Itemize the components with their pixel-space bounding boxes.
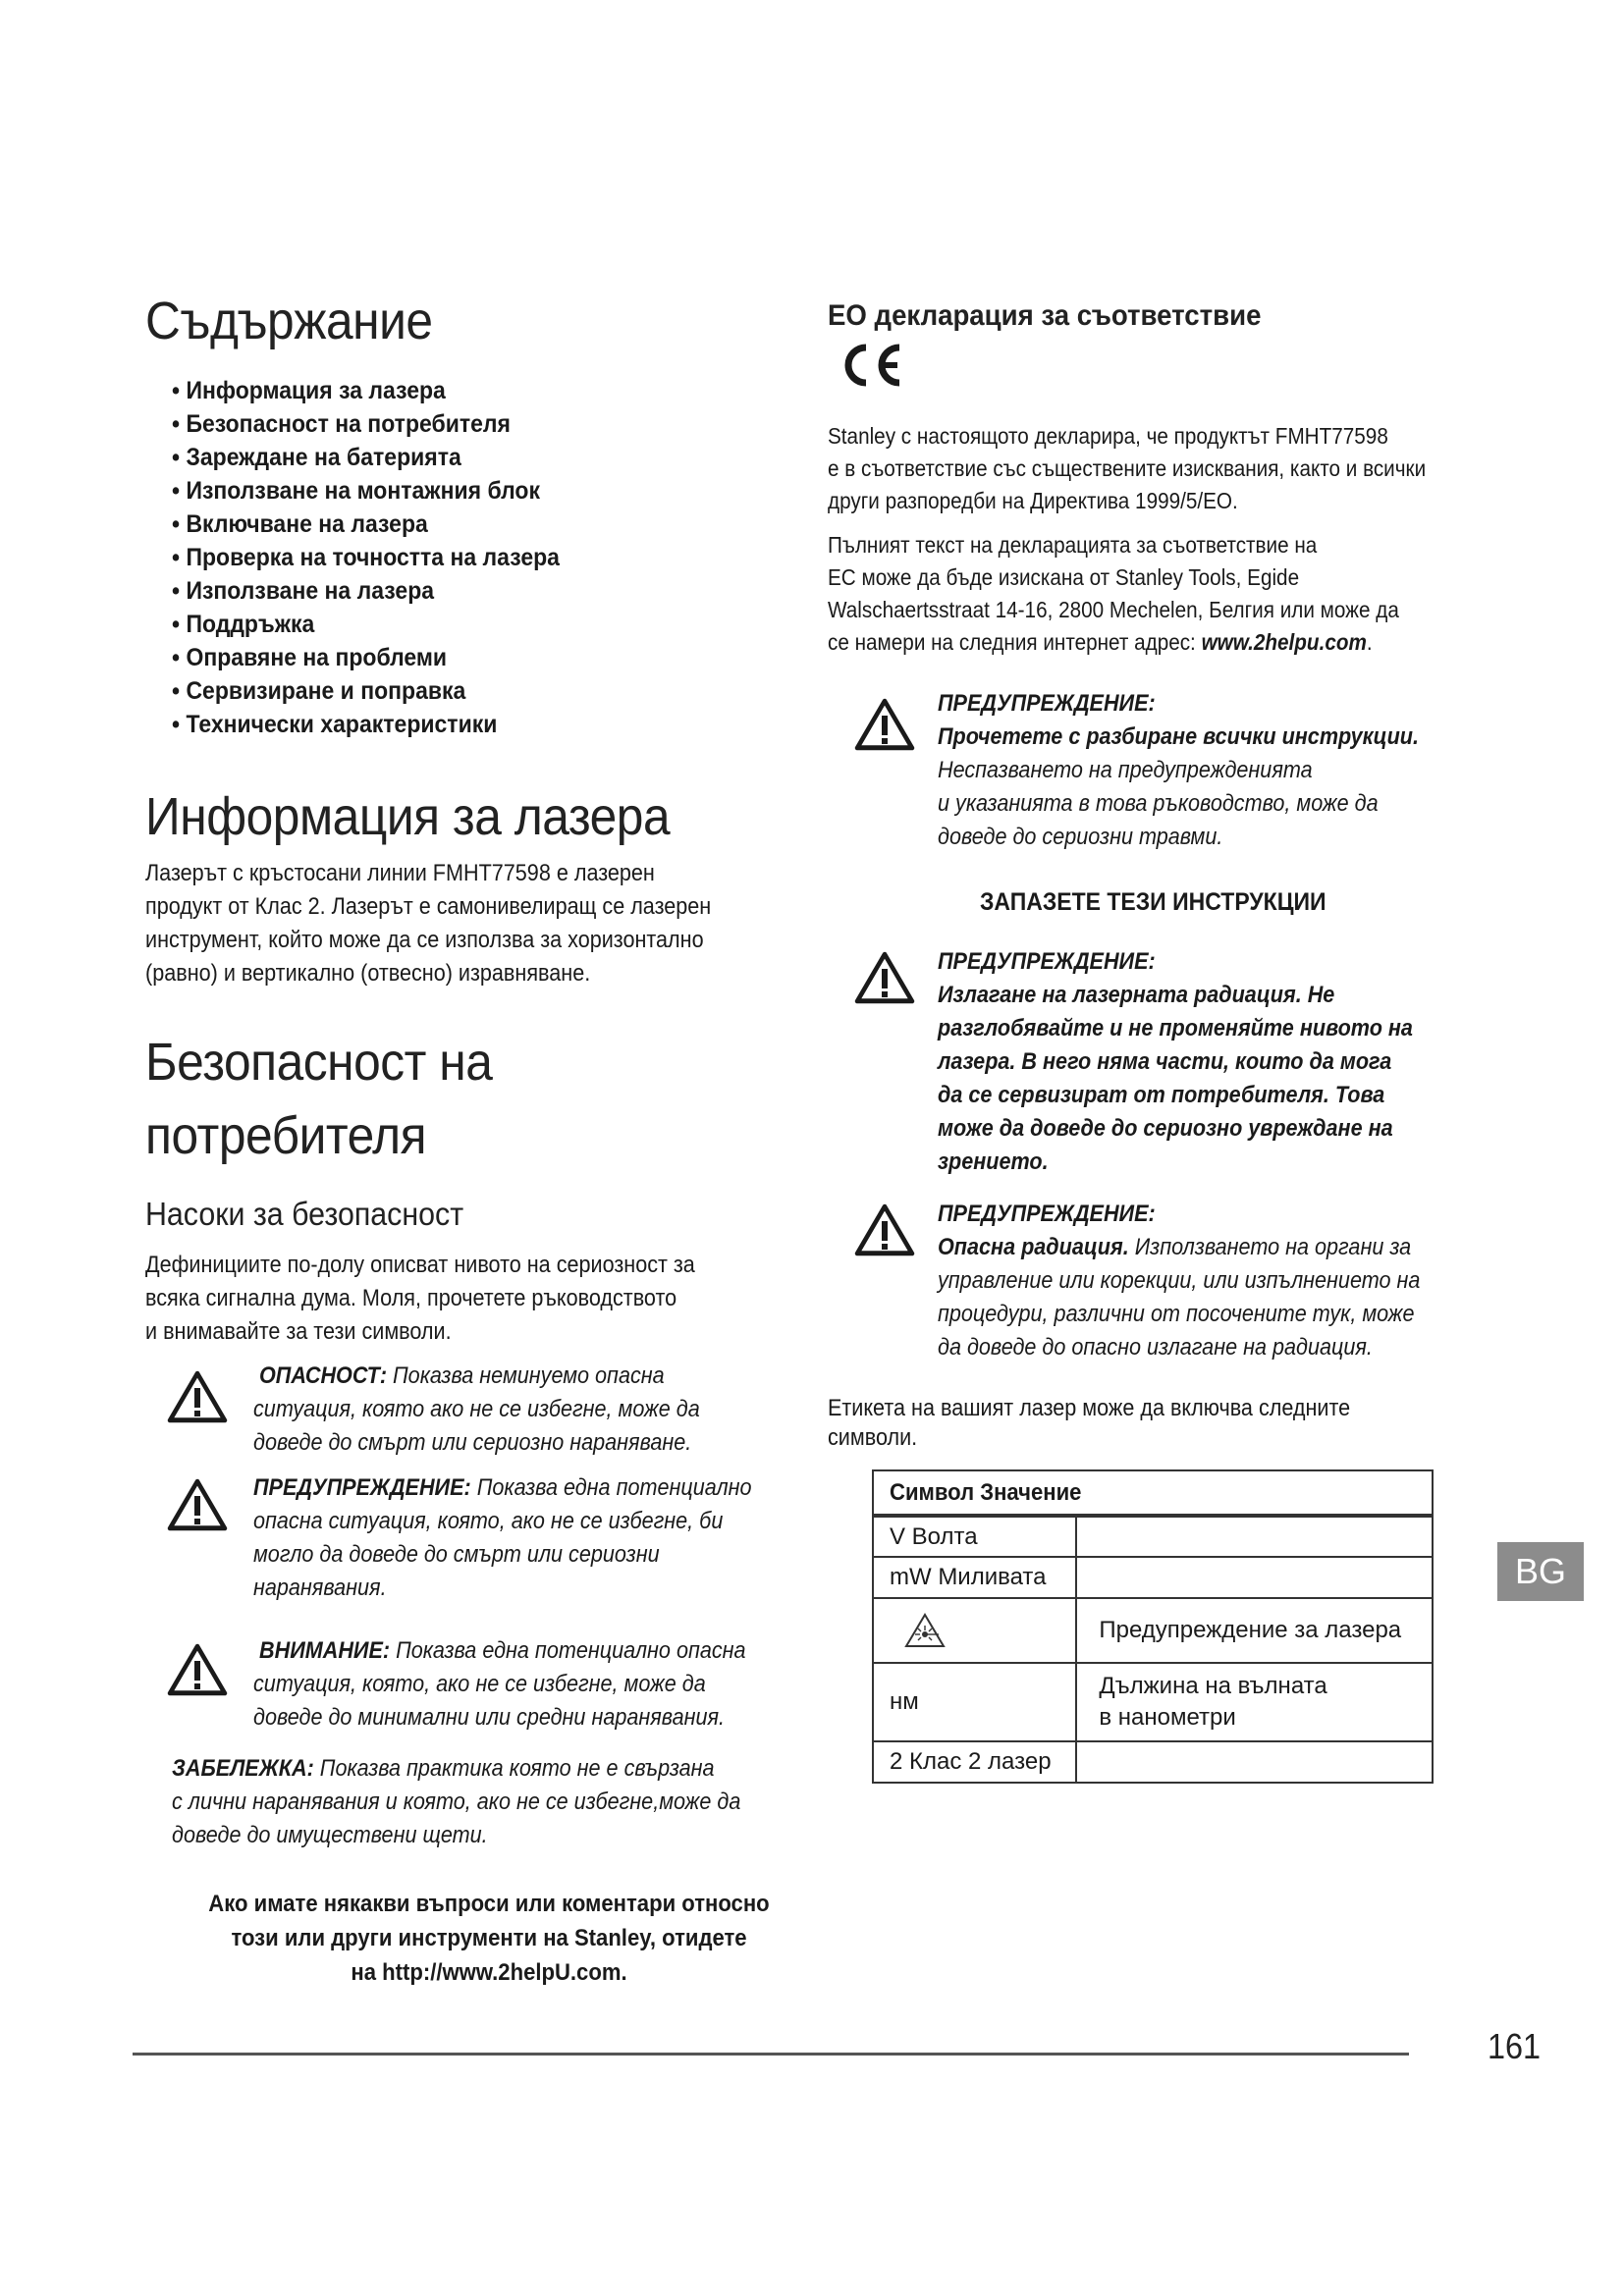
toc-item[interactable]: • Безопасност на потребителя bbox=[172, 407, 560, 441]
warning-hazardous-radiation: ПРЕДУПРЕЖДЕНИЕ: Опасна радиация. Използването на органи за управление или корекции, или изпълнението на процедури, различни от посочените тук, може да доведе до опасно излагане на радиация. bbox=[938, 1201, 1421, 1361]
warning-triangle-icon bbox=[167, 1369, 228, 1424]
page-number: 161 bbox=[1488, 2026, 1542, 2066]
ce-mark-icon bbox=[837, 338, 905, 393]
toc-item[interactable]: • Включване на лазера bbox=[172, 507, 560, 541]
caution-definition: ВНИМАНИЕ: Показва една потенциално опасна ситуация, която, ако не се избегне, може да доведе до минимални или средни наранявания. bbox=[253, 1637, 746, 1731]
ec-declaration-title: ЕО декларация за съответствие bbox=[828, 299, 1262, 332]
toc-item[interactable]: • Информация за лазера bbox=[172, 374, 560, 407]
warning-triangle-icon bbox=[854, 697, 915, 752]
toc-item[interactable]: • Оправяне на проблеми bbox=[172, 641, 560, 674]
table-row: mW Миливата bbox=[873, 1557, 1433, 1598]
notice-definition: ЗАБЕЛЕЖКА: Показва практика която не е свързана с лични наранявания и която, ако не се избегне,може да доведе до имуществени щети. bbox=[172, 1755, 741, 1848]
laser-info-text: Лазерът с кръстосани линии FMHT77598 е лазерен продукт от Клас 2. Лазерът е самонивелиращ се лазерен инструмент, който може да се използва за хоризонтално (равно) и вертикално (отвесно) изравняване. bbox=[145, 860, 712, 987]
table-row: 2 Клас 2 лазер bbox=[873, 1741, 1433, 1783]
laser-info-title: Информация за лазера bbox=[145, 787, 671, 846]
laser-warning-icon bbox=[903, 1612, 947, 1649]
toc-item[interactable]: • Използване на монтажния блок bbox=[172, 474, 560, 507]
table-row: Предупреждение за лазера bbox=[873, 1598, 1433, 1663]
symbol-table bbox=[872, 1469, 1434, 1784]
warning-triangle-icon bbox=[167, 1642, 228, 1697]
toc-item[interactable]: • Проверка на точността на лазера bbox=[172, 541, 560, 574]
language-tab: BG bbox=[1497, 1542, 1584, 1601]
warning-laser-radiation: ПРЕДУПРЕЖДЕНИЕ: Излагане на лазерната радиация. Не разглобявайте и не променяйте нивото на лазера. В него няма части, които да мога да се сервизират от потребителя. Това може да доведе до сериозно увреждане на зрението. bbox=[938, 948, 1413, 1175]
toc-item[interactable]: • Технически характеристики bbox=[172, 708, 560, 741]
user-safety-title-2: потребителя bbox=[145, 1106, 427, 1165]
table-row: нм Дължина на вълната в нанометри bbox=[873, 1663, 1433, 1741]
toc-item[interactable]: • Поддръжка bbox=[172, 608, 560, 641]
toc-list bbox=[172, 374, 593, 741]
footer-rule bbox=[133, 2053, 1409, 2056]
warning-definition: ПРЕДУПРЕЖДЕНИЕ: Показва една потенциално опасна ситуация, която, ако не се избегне, би могло да доведе до смърт или сериозни наранявания. bbox=[253, 1474, 752, 1601]
save-instructions-heading: ЗАПАЗЕТЕ ТЕЗИ ИНСТРУКЦИИ bbox=[980, 888, 1326, 916]
ec-declaration-text: Stanley с настоящото декларира, че продуктът FMHT77598 е в съответствие със съществените изисквания, както и всички други разпоредби на Директива 1999/5/ЕО. Пълният текст на декларацията за съответствие на ЕС може да бъде изискана от Stanley Tools, Egide Walschaertsstraat 14-16, 2800 Mechelen, Белгия или може да се намери на следния интернет адрес: www.2helpu.com. bbox=[828, 423, 1427, 655]
warning-triangle-icon bbox=[167, 1477, 228, 1532]
table-row: V Волта bbox=[873, 1516, 1433, 1557]
toc-item[interactable]: • Сервизиране и поправка bbox=[172, 674, 560, 708]
warning-triangle-icon bbox=[854, 950, 915, 1005]
danger-definition: ОПАСНОСТ: Показва неминуемо опасна ситуация, която ако не се избегне, може да доведе до смърт или сериозно нараняване. bbox=[253, 1362, 700, 1456]
ec-url-link[interactable]: www.2helpu.com bbox=[1201, 629, 1367, 655]
symbol-table-header: Символ Значение bbox=[873, 1470, 1433, 1516]
user-safety-title-1: Безопасност на bbox=[145, 1033, 493, 1092]
safety-guidelines-subtitle: Насоки за безопасност bbox=[145, 1196, 464, 1232]
toc-item[interactable]: • Използване на лазера bbox=[172, 574, 560, 608]
toc-title: Съдържание bbox=[145, 292, 433, 350]
label-intro: Етикета на вашият лазер може да включва следните символи. bbox=[828, 1395, 1351, 1451]
warning-read-instructions: ПРЕДУПРЕЖДЕНИЕ: Прочетете с разбиране всички инструкции. Неспазването на предупрежденията и указанията в това ръководство, може да доведе до сериозни травми. bbox=[938, 690, 1419, 850]
safety-intro: Дефинициите по-долу описват нивото на сериозност за всяка сигнална дума. Моля, прочетете ръководството и внимавайте за тези символи. bbox=[145, 1252, 695, 1345]
contact-info: Ако имате някакви въпроси или коментари относно този или други инструменти на Stanley, отидете на http://www.2helpU.com. bbox=[208, 1891, 770, 1986]
toc-item[interactable]: • Зареждане на батерията bbox=[172, 441, 560, 474]
warning-triangle-icon bbox=[854, 1202, 915, 1257]
